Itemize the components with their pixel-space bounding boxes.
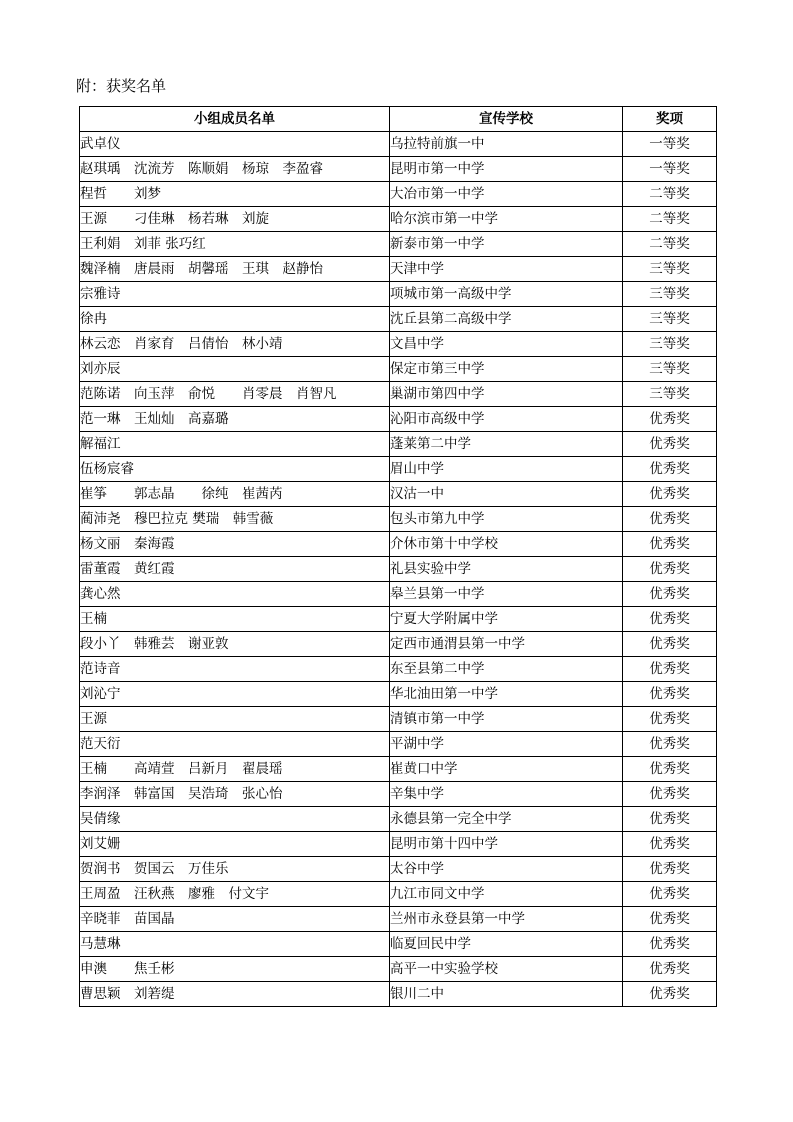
school-cell: 沁阳市高级中学 xyxy=(390,407,623,432)
table-row xyxy=(80,407,717,432)
table-row xyxy=(80,307,717,332)
members-cell: 刘艾姗 xyxy=(80,832,390,857)
members-cell: 范诗音 xyxy=(80,657,390,682)
table-row xyxy=(80,932,717,957)
school-cell: 大冶市第一中学 xyxy=(390,182,623,207)
school-cell: 高平一中实验学校 xyxy=(390,957,623,982)
school-cell: 昆明市第一中学 xyxy=(390,157,623,182)
members-cell: 王楠 xyxy=(80,607,390,632)
members-cell: 王楠 高靖萱 吕新月 翟晨瑶 xyxy=(80,757,390,782)
table-body xyxy=(80,132,717,1007)
award-cell: 优秀奖 xyxy=(623,882,717,907)
award-cell: 优秀奖 xyxy=(623,607,717,632)
members-cell: 龚心然 xyxy=(80,582,390,607)
school-cell: 辛集中学 xyxy=(390,782,623,807)
table-row xyxy=(80,607,717,632)
members-cell: 赵琪瑀 沈流芳 陈顺娟 杨琼 李盈睿 xyxy=(80,157,390,182)
members-cell: 马慧琳 xyxy=(80,932,390,957)
table-header-row xyxy=(80,107,717,132)
award-cell: 三等奖 xyxy=(623,257,717,282)
award-cell: 一等奖 xyxy=(623,157,717,182)
award-cell: 优秀奖 xyxy=(623,557,717,582)
award-cell: 优秀奖 xyxy=(623,707,717,732)
table-row xyxy=(80,757,717,782)
award-cell: 优秀奖 xyxy=(623,432,717,457)
award-cell: 优秀奖 xyxy=(623,932,717,957)
table-row xyxy=(80,682,717,707)
school-cell: 巢湖市第四中学 xyxy=(390,382,623,407)
school-cell: 礼县实验中学 xyxy=(390,557,623,582)
table-row xyxy=(80,957,717,982)
school-cell: 平湖中学 xyxy=(390,732,623,757)
members-cell: 王利娟 刘菲 张巧红 xyxy=(80,232,390,257)
school-cell: 昆明市第十四中学 xyxy=(390,832,623,857)
school-cell: 皋兰县第一中学 xyxy=(390,582,623,607)
school-cell: 临夏回民中学 xyxy=(390,932,623,957)
school-cell: 蓬莱第二中学 xyxy=(390,432,623,457)
members-cell: 崔筝 郭志晶 徐纯 崔茜芮 xyxy=(80,482,390,507)
members-cell: 段小丫 韩雅芸 谢亚敦 xyxy=(80,632,390,657)
school-cell: 介休市第十中学校 xyxy=(390,532,623,557)
award-cell: 二等奖 xyxy=(623,232,717,257)
members-cell: 刘沁宁 xyxy=(80,682,390,707)
table-row xyxy=(80,532,717,557)
school-cell: 九江市同文中学 xyxy=(390,882,623,907)
school-cell: 天津中学 xyxy=(390,257,623,282)
table-row xyxy=(80,132,717,157)
table-row xyxy=(80,332,717,357)
school-cell: 崔黄口中学 xyxy=(390,757,623,782)
table-row xyxy=(80,707,717,732)
members-cell: 王源 xyxy=(80,707,390,732)
table-row xyxy=(80,657,717,682)
award-cell: 三等奖 xyxy=(623,332,717,357)
members-cell: 伍杨宸睿 xyxy=(80,457,390,482)
table-row xyxy=(80,982,717,1007)
school-cell: 银川二中 xyxy=(390,982,623,1007)
members-cell: 宗雅诗 xyxy=(80,282,390,307)
table-row xyxy=(80,632,717,657)
members-cell: 贺润书 贺国云 万佳乐 xyxy=(80,857,390,882)
members-cell: 雷董霞 黄红霞 xyxy=(80,557,390,582)
award-cell: 优秀奖 xyxy=(623,782,717,807)
award-cell: 优秀奖 xyxy=(623,957,717,982)
table-row xyxy=(80,232,717,257)
school-cell: 永德县第一完全中学 xyxy=(390,807,623,832)
members-cell: 辛晓菲 苗国晶 xyxy=(80,907,390,932)
members-cell: 徐冉 xyxy=(80,307,390,332)
members-cell: 范一琳 王灿灿 高嘉璐 xyxy=(80,407,390,432)
members-cell: 李润泽 韩富国 吴浩琦 张心怡 xyxy=(80,782,390,807)
school-cell: 包头市第九中学 xyxy=(390,507,623,532)
table-row xyxy=(80,857,717,882)
school-cell: 沈丘县第二高级中学 xyxy=(390,307,623,332)
award-cell: 优秀奖 xyxy=(623,507,717,532)
table-row xyxy=(80,832,717,857)
award-cell: 优秀奖 xyxy=(623,732,717,757)
members-cell: 范陈诺 向玉萍 俞悦 肖零晨 肖智凡 xyxy=(80,382,390,407)
school-cell: 眉山中学 xyxy=(390,457,623,482)
members-cell: 蔺沛尧 穆巴拉克 樊瑞 韩雪薇 xyxy=(80,507,390,532)
award-cell: 优秀奖 xyxy=(623,482,717,507)
members-cell: 武卓仪 xyxy=(80,132,390,157)
table-row xyxy=(80,257,717,282)
award-cell: 一等奖 xyxy=(623,132,717,157)
table-row xyxy=(80,157,717,182)
table-row xyxy=(80,382,717,407)
table-row xyxy=(80,782,717,807)
table-row xyxy=(80,882,717,907)
school-cell: 保定市第三中学 xyxy=(390,357,623,382)
award-cell: 三等奖 xyxy=(623,282,717,307)
members-cell: 申澳 焦壬彬 xyxy=(80,957,390,982)
school-cell: 宁夏大学附属中学 xyxy=(390,607,623,632)
award-cell: 优秀奖 xyxy=(623,532,717,557)
members-cell: 解福江 xyxy=(80,432,390,457)
table-row xyxy=(80,907,717,932)
award-cell: 优秀奖 xyxy=(623,457,717,482)
school-cell: 项城市第一高级中学 xyxy=(390,282,623,307)
table-row xyxy=(80,482,717,507)
award-cell: 优秀奖 xyxy=(623,582,717,607)
table-row xyxy=(80,432,717,457)
school-cell: 兰州市永登县第一中学 xyxy=(390,907,623,932)
table-row xyxy=(80,282,717,307)
table-row xyxy=(80,507,717,532)
members-cell: 林云恋 肖家育 吕倩怡 林小靖 xyxy=(80,332,390,357)
school-cell: 乌拉特前旗一中 xyxy=(390,132,623,157)
school-cell: 哈尔滨市第一中学 xyxy=(390,207,623,232)
table-row xyxy=(80,732,717,757)
members-cell: 吴倩缘 xyxy=(80,807,390,832)
award-cell: 三等奖 xyxy=(623,382,717,407)
table-row xyxy=(80,582,717,607)
award-cell: 优秀奖 xyxy=(623,632,717,657)
table-row xyxy=(80,207,717,232)
members-cell: 刘亦辰 xyxy=(80,357,390,382)
table-row xyxy=(80,557,717,582)
award-cell: 二等奖 xyxy=(623,182,717,207)
award-cell: 优秀奖 xyxy=(623,407,717,432)
members-cell: 范天衍 xyxy=(80,732,390,757)
page-heading: 附：获奖名单 xyxy=(76,77,167,95)
award-cell: 优秀奖 xyxy=(623,807,717,832)
members-cell: 程哲 刘梦 xyxy=(80,182,390,207)
column-header-school: 宣传学校 xyxy=(390,107,623,132)
school-cell: 新泰市第一中学 xyxy=(390,232,623,257)
members-cell: 杨文丽 秦海霞 xyxy=(80,532,390,557)
award-cell: 优秀奖 xyxy=(623,982,717,1007)
column-header-members: 小组成员名单 xyxy=(80,107,390,132)
school-cell: 文昌中学 xyxy=(390,332,623,357)
members-cell: 曹思颖 刘箬缇 xyxy=(80,982,390,1007)
table-row xyxy=(80,357,717,382)
award-cell: 优秀奖 xyxy=(623,832,717,857)
award-cell: 优秀奖 xyxy=(623,757,717,782)
table-row xyxy=(80,182,717,207)
award-cell: 三等奖 xyxy=(623,357,717,382)
award-cell: 二等奖 xyxy=(623,207,717,232)
table-row xyxy=(80,457,717,482)
school-cell: 定西市通渭县第一中学 xyxy=(390,632,623,657)
school-cell: 汉沽一中 xyxy=(390,482,623,507)
award-cell: 优秀奖 xyxy=(623,682,717,707)
award-cell: 优秀奖 xyxy=(623,907,717,932)
award-cell: 三等奖 xyxy=(623,307,717,332)
award-list-table xyxy=(79,106,717,1007)
school-cell: 华北油田第一中学 xyxy=(390,682,623,707)
award-cell: 优秀奖 xyxy=(623,657,717,682)
school-cell: 东至县第二中学 xyxy=(390,657,623,682)
members-cell: 魏泽楠 唐晨雨 胡馨瑶 王琪 赵静怡 xyxy=(80,257,390,282)
school-cell: 清镇市第一中学 xyxy=(390,707,623,732)
award-cell: 优秀奖 xyxy=(623,857,717,882)
column-header-award: 奖项 xyxy=(623,107,717,132)
table-row xyxy=(80,807,717,832)
school-cell: 太谷中学 xyxy=(390,857,623,882)
members-cell: 王周盈 汪秋燕 廖雅 付文宇 xyxy=(80,882,390,907)
members-cell: 王源 刁佳琳 杨若琳 刘旋 xyxy=(80,207,390,232)
